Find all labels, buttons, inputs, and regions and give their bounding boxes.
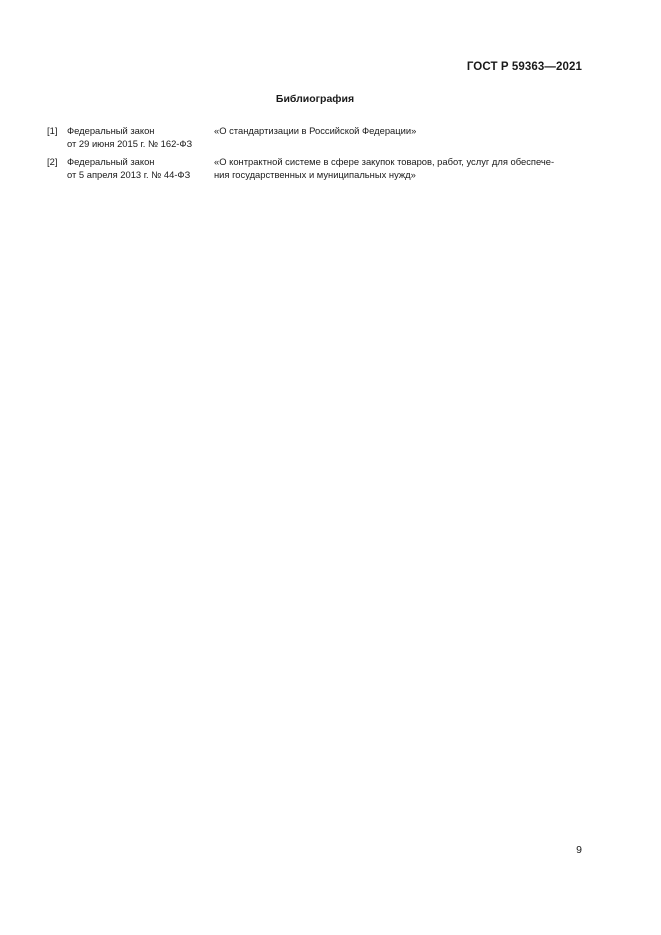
entry-source — [67, 124, 212, 150]
entry-source-line: от 5 апреля 2013 г. № 44-ФЗ — [67, 169, 191, 180]
entry-source-line: Федеральный закон — [67, 125, 155, 136]
entry-title-line: ния государственных и муниципальных нужд» — [214, 169, 416, 180]
entry-title — [214, 124, 588, 137]
bibliography-entry — [47, 155, 587, 187]
entry-title-line: «О стандартизации в Российской Федерации» — [214, 125, 417, 136]
entry-number: [1] — [47, 125, 58, 136]
bibliography-entry — [47, 124, 587, 156]
entry-source-line: от 29 июня 2015 г. № 162-ФЗ — [67, 138, 193, 149]
entry-title — [214, 155, 588, 181]
entry-source — [67, 155, 212, 181]
page-number: 9 — [576, 844, 582, 856]
entry-number: [2] — [47, 156, 58, 167]
document-code: ГОСТ Р 59363—2021 — [466, 61, 582, 73]
entry-title-line: «О контрактной системе в сфере закупок товаров, работ, услуг для обеспече- — [214, 156, 555, 167]
entry-source-line: Федеральный закон — [67, 156, 155, 167]
section-title: Библиография — [275, 93, 355, 105]
bibliography-list — [47, 124, 587, 187]
